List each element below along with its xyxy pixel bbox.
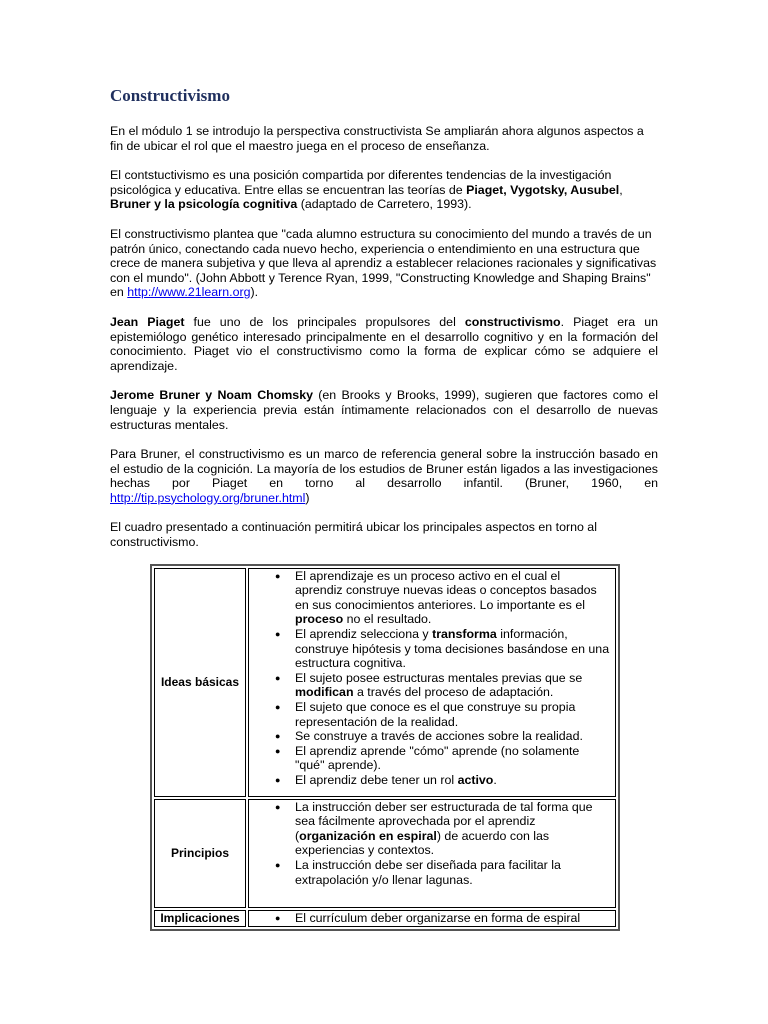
list-item (275, 799, 611, 858)
row-label-ideas: Ideas básicas (154, 568, 246, 797)
paragraph-theories (110, 168, 658, 212)
paragraph-bruner-chomsky (110, 388, 658, 432)
text-run: El aprendiz debe tener un rol (295, 772, 458, 787)
list-item (275, 700, 611, 729)
bold-run: Jean Piaget (110, 314, 185, 329)
text-run: La instrucción debe ser diseñada para facilitar la extrapolación y/o llenar lagunas. (295, 857, 561, 887)
text-run: El contstuctivismo es una posición compartida por diferentes tendencias de la investigación psicológica y educativa. Entre ellas se encuentran las teorías de (110, 168, 612, 197)
bold-run: transforma (432, 627, 497, 642)
table-row (154, 910, 616, 927)
bold-run: constructivismo (464, 314, 561, 329)
text-run: La instrucción deber ser estructurada de tal forma que sea fácilmente aprovechada por el aprendiz ( (295, 799, 593, 843)
list-item (275, 743, 611, 773)
list-item (275, 670, 611, 700)
bullet-list (249, 569, 615, 796)
text-run: fue uno de los principales propulsores del (184, 314, 465, 329)
text-run: ). (250, 285, 259, 300)
link-bruner[interactable]: http://tip.psychology.org/bruner.html (110, 490, 306, 505)
list-item (275, 568, 611, 627)
text-run: no el resultado. (343, 612, 432, 627)
text-run: El aprendizaje es un proceso activo en el cual el aprendiz construye nuevas ideas o conceptos basados en sus conocimientos anteriores. Lo importante es el (295, 568, 597, 612)
text-run: , (619, 182, 623, 197)
bullet-icon: ● (275, 731, 281, 742)
paragraph-table-intro: El cuadro presentado a continuación permitirá ubicar los principales aspectos en torno al constructivismo. (110, 520, 597, 550)
list-item (275, 911, 611, 926)
text-run: El aprendiz aprende "cómo" aprende (no solamente "qué" aprende). (295, 743, 580, 773)
text-run: El aprendiz selecciona y (295, 627, 433, 642)
list-item (275, 729, 611, 744)
bold-run: modifican (295, 685, 354, 700)
bullet-icon: ● (275, 859, 281, 870)
document-page (110, 86, 658, 931)
bullet-list (249, 800, 615, 908)
bullet-icon: ● (275, 774, 281, 785)
paragraph-quote (110, 227, 658, 300)
bullet-icon: ● (275, 629, 281, 640)
bold-run: activo (457, 772, 494, 787)
bullet-icon: ● (275, 702, 281, 712)
table-row (154, 799, 616, 909)
bold-run: Jerome Bruner y Noam Chomsky (110, 388, 313, 403)
document-title: Constructivismo (110, 86, 230, 105)
bullet-icon: ● (275, 801, 281, 812)
link-21learn[interactable]: http://www.21learn.org (127, 285, 251, 300)
list-item (275, 857, 611, 887)
paragraph-bruner (110, 447, 658, 505)
text-run: El currículum deber organizarse en forma de espiral (295, 911, 581, 926)
row-label-implicaciones: Implicaciones (154, 910, 246, 927)
bold-run: proceso (295, 612, 344, 627)
list-item (275, 627, 611, 671)
text-run: información, construye hipótesis y toma decisiones basándose en una estructura cognitiva. (295, 627, 610, 671)
text-run: El constructivismo plantea que "cada alumno estructura su conocimiento del mundo a través de un patrón único, conectando cada nuevo hecho, experiencia o entendimiento en una estructura que crece de manera subjetiva y que lleva al aprendiz a establecer relaciones racionales y significativas con el mundo". (John Abbott y Terence Ryan, 1999, "Constructing Knowledge and Shaping Brains" en (110, 226, 657, 300)
text-run: (en Brooks y Brooks, 1999), sugieren que factores como el lenguaje y la experiencia previa están íntimamente relacionados con el desarrollo de nuevas estructuras mentales. (110, 388, 658, 432)
row-label-principios: Principios (154, 799, 246, 909)
bullet-icon: ● (275, 570, 281, 581)
text-run: Para Bruner, el constructivismo es un marco de referencia general sobre la instrucción basado en el estudio de la cognición. La mayoría de los estudios de Bruner están ligados a las investigaciones hechas por Piaget en torno al desarrollo infantil. (Bruner, 1960, en (110, 447, 658, 491)
text-run: (adaptado de Carretero, 1993). (297, 197, 472, 212)
summary-table (150, 564, 620, 931)
text-run: . (493, 772, 497, 787)
bullet-icon: ● (275, 913, 281, 924)
bold-run: organización en espiral (299, 828, 437, 843)
table-row (154, 568, 616, 797)
text-run: ) (305, 490, 310, 505)
paragraph-piaget (110, 315, 658, 373)
text-run: El sujeto posee estructuras mentales previas que se (295, 670, 583, 685)
row-content-implicaciones (248, 910, 616, 927)
bold-run: Bruner y la psicología cognitiva (110, 197, 298, 212)
text-run: Se construye a través de acciones sobre la realidad. (295, 729, 583, 744)
paragraph-intro: En el módulo 1 se introdujo la perspectiva constructivista Se ampliarán ahora algunos aspectos a fin de ubicar el rol que el maestro juega en el proceso de enseñanza. (110, 124, 644, 153)
bold-run: Piaget, Vygotsky, Ausubel (466, 182, 620, 197)
text-run: El sujeto que conoce es el que construye su propia representación de la realidad. (295, 700, 576, 729)
list-item (275, 772, 611, 788)
bullet-list (249, 911, 615, 926)
text-run: . Piaget era un epistemiólogo genético interesado principalmente en el desarrollo cognitivo y en la formación del conocimiento. Piaget vio el constructivismo como la forma de explicar cómo se adquiere el aprendizaje. (110, 314, 658, 373)
row-content-ideas (248, 568, 616, 797)
bullet-icon: ● (275, 672, 281, 683)
bullet-icon: ● (275, 745, 281, 756)
row-content-principios (248, 799, 616, 909)
text-run: a través del proceso de adaptación. (353, 685, 554, 700)
text-run: ) de acuerdo con las experiencias y contextos. (295, 828, 550, 858)
